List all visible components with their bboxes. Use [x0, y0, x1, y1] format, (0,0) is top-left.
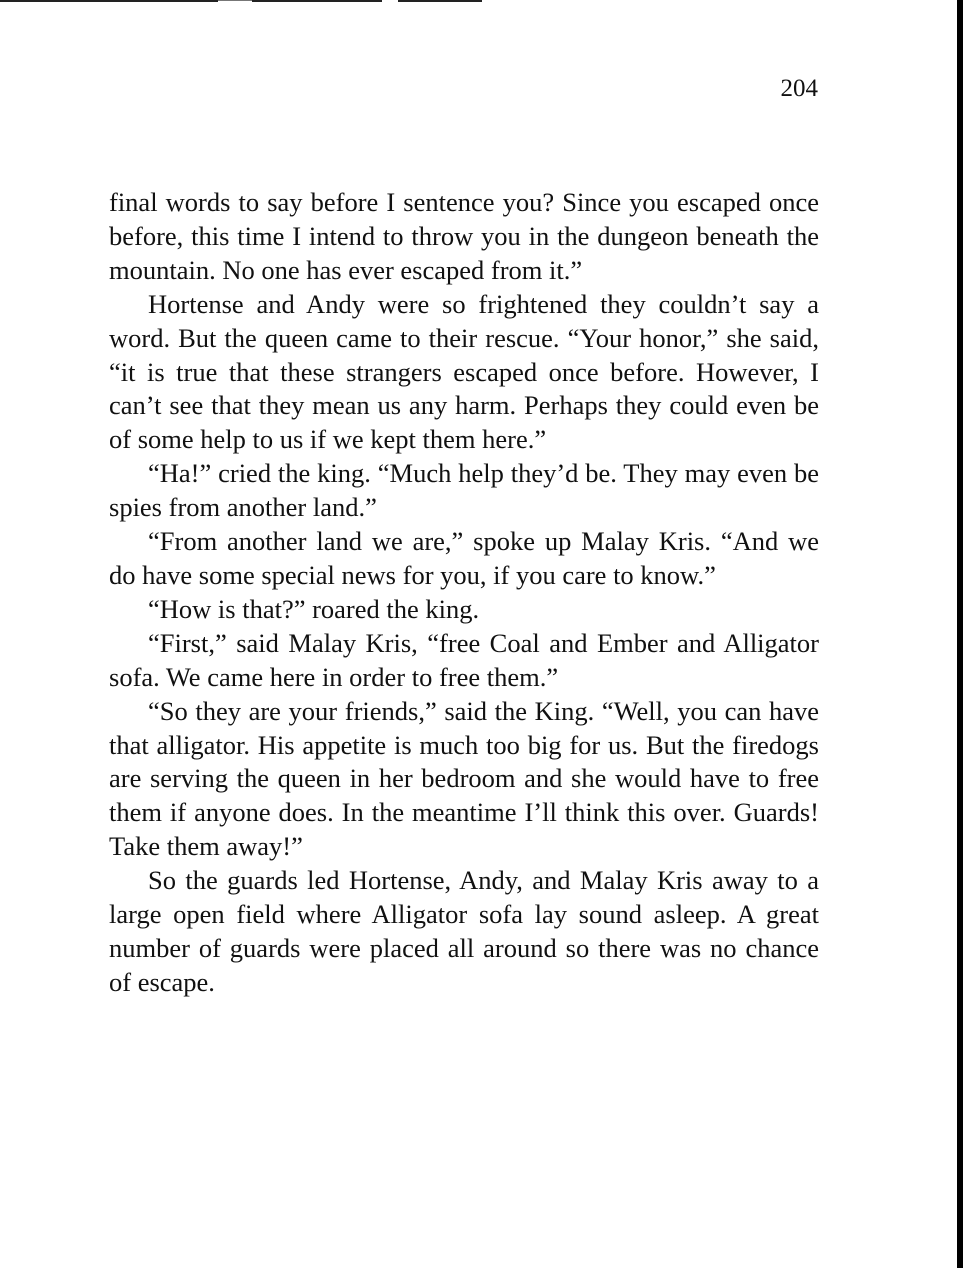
page-number: 204 — [780, 75, 818, 102]
body-text — [109, 186, 819, 1000]
paragraph: So the guards led Hortense, Andy, and Malay Kris away to a large open field where Alligator sofa lay sound asleep. A great number of guards were placed all around so there was no chance of escape. — [109, 865, 819, 997]
paragraph: “From another land we are,” spoke up Malay Kris. “And we do have some special news for you, if you care to know.” — [109, 526, 819, 590]
scan-right-border — [957, 0, 963, 1268]
paragraph: Hortense and Andy were so frightened they couldn’t say a word. But the queen came to their rescue. “Your honor,” she said, “it is true that these strangers escaped once before. However, I can’t see that they mean us any harm. Perhaps they could even be of some help to us if we kept them here.” — [109, 288, 819, 455]
scan-edge-mark — [252, 0, 382, 2]
scan-edge-mark — [398, 0, 482, 2]
paragraph: final words to say before I sentence you? Since you escaped once before, this time I intend to throw you in the dungeon beneath the mountain. No one has ever escaped from it.” — [109, 187, 819, 285]
paragraph: “So they are your friends,” said the King. “Well, you can have that alligator. His appetite is much too big for us. But the firedogs are serving the queen in her bedroom and she would have to free them if anyone does. In the meantime I’ll think this over. Guards! Take them away!” — [109, 695, 819, 862]
paragraph: “How is that?” roared the king. — [148, 593, 480, 624]
paragraph: “First,” said Malay Kris, “free Coal and Ember and Alligator sofa. We came here in order to free them.” — [109, 627, 819, 692]
scan-edge-mark — [218, 0, 252, 1]
paragraph: “Ha!” cried the king. “Much help they’d be. They may even be spies from another land.” — [109, 458, 819, 523]
scan-edge-mark — [0, 0, 218, 2]
